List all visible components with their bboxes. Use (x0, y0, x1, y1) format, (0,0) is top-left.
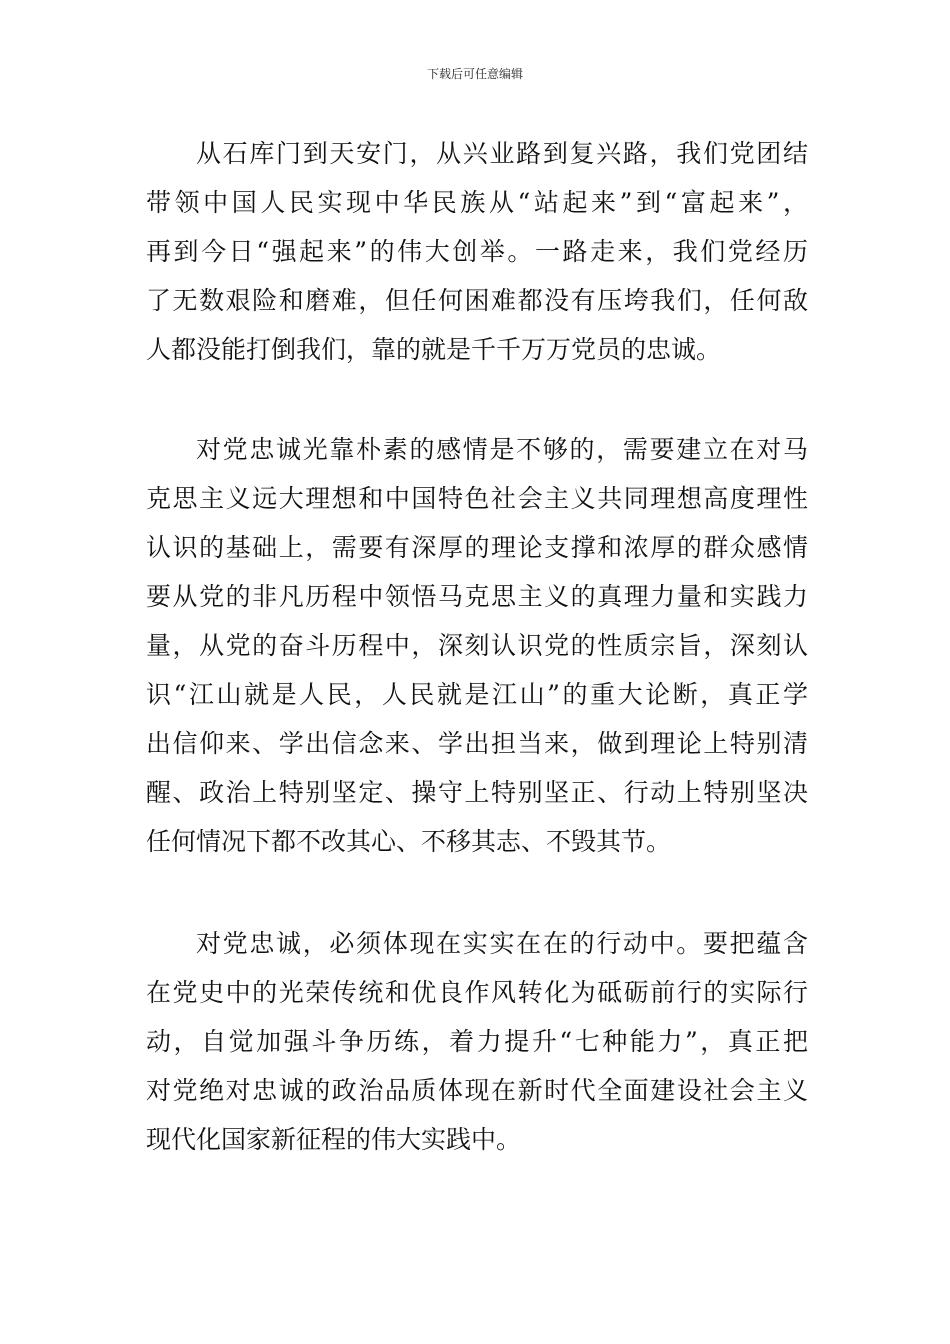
paragraph-line: 从石库门到天安门，从兴业路到复兴路，我们党团结 (196, 139, 808, 168)
paragraph-line: 动，自觉加强斗争历练，着力提升“七种能力”，真正把 (146, 1027, 808, 1056)
paragraph-line: 任何情况下都不改其心、不移其志、不毁其节。 (146, 827, 672, 856)
paragraph-line: 量，从党的奋斗历程中，深刻认识党的性质宗旨，深刻认 (146, 631, 808, 660)
paragraph-line: 对党忠诚光靠朴素的感情是不够的，需要建立在对马 (196, 435, 808, 464)
paragraph-line: 识“江山就是人民，人民就是江山”的重大论断，真正学 (146, 680, 808, 709)
paragraph-3 (146, 919, 808, 1164)
paragraph-line: 出信仰来、学出信念来、学出担当来，做到理论上特别清 (146, 729, 808, 758)
paragraph-line: 了无数艰险和磨难，但任何困难都没有压垮我们，任何敌 (146, 286, 808, 315)
paragraph-2 (146, 425, 808, 866)
paragraph-line: 带领中国人民实现中华民族从“站起来”到“富起来”， (146, 188, 808, 217)
paragraph-line: 再到今日“强起来”的伟大创举。一路走来，我们党经历 (146, 237, 808, 266)
paragraph-line: 要从党的非凡历程中领悟马克思主义的真理力量和实践力 (146, 582, 808, 611)
page-header: 下载后可任意编辑 (426, 67, 523, 81)
paragraph-line: 醒、政治上特别坚定、操守上特别坚正、行动上特别坚决 (146, 778, 808, 807)
paragraph-line: 在党史中的光荣传统和优良作风转化为砥砺前行的实际行 (146, 978, 808, 1007)
paragraph-line: 对党绝对忠诚的政治品质体现在新时代全面建设社会主义 (146, 1076, 808, 1105)
paragraph-line: 现代化国家新征程的伟大实践中。 (146, 1125, 522, 1154)
paragraph-line: 对党忠诚，必须体现在实实在在的行动中。要把蕴含 (196, 929, 808, 958)
paragraph-1 (146, 129, 808, 374)
paragraph-line: 人都没能打倒我们，靠的就是千千万万党员的忠诚。 (146, 335, 722, 364)
paragraph-line: 认识的基础上，需要有深厚的理论支撑和浓厚的群众感情 (146, 533, 808, 562)
paragraph-line: 克思主义远大理想和中国特色社会主义共同理想高度理性 (146, 484, 808, 513)
